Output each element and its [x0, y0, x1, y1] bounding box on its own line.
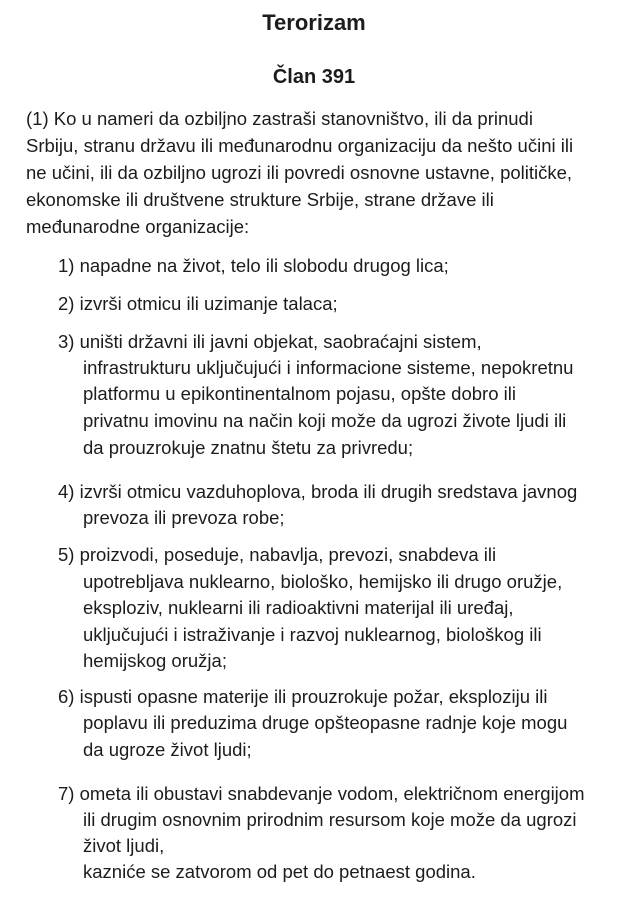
paragraph-line: Srbiju, stranu državu ili međunarodnu organizaciju da nešto učini ili: [26, 135, 574, 156]
list-item-line: 1) napadne na život, telo ili slobodu drugog lica;: [58, 255, 449, 276]
article-heading: Član 391: [272, 66, 356, 88]
list-item-line: infrastrukturu uključujući i informacione sisteme, nepokretnu: [83, 357, 574, 378]
list-item-line: prevoza ili prevoza robe;: [83, 507, 285, 528]
paragraph-line: ekonomske ili društvene strukture Srbije, strane države ili: [26, 189, 494, 210]
paragraph-line: međunarodne organizacije:: [26, 216, 250, 237]
list-item-line: 5) proizvodi, poseduje, nabavlja, prevozi, snabdeva ili: [58, 544, 497, 565]
paragraph-line: (1) Ko u nameri da ozbiljno zastraši stanovništvo, ili da prinudi: [26, 108, 533, 129]
list-item-line: eksploziv, nuklearni ili radioaktivni materijal ili uređaj,: [83, 597, 514, 618]
paragraph-line: ne učini, ili da ozbiljno ugrozi ili povredi osnovne ustavne, političke,: [26, 162, 573, 183]
list-item-line: uključujući i istraživanje i razvoj nuklearnog, biološkog ili: [83, 624, 542, 645]
list-item-line: 3) uništi državni ili javni objekat, saobraćajni sistem,: [58, 331, 482, 352]
list-item-line: život ljudi,: [83, 835, 165, 856]
list-item-line: upotrebljava nuklearno, biološko, hemijsko ili drugo oružje,: [83, 571, 563, 592]
penalty-clause: kazniće se zatvorom od pet do petnaest godina.: [83, 861, 476, 882]
list-item-line: hemijskog oružja;: [83, 650, 227, 671]
list-item-line: ili drugim osnovnim prirodnim resursom koje može da ugrozi: [83, 809, 577, 830]
list-item-line: platformu u epikontinentalnom pojasu, opšte dobro ili: [83, 383, 516, 404]
list-item-line: da prouzrokuje znatnu štetu za privredu;: [83, 437, 414, 458]
list-item-line: 4) izvrši otmicu vazduhoplova, broda ili drugih sredstava javnog: [58, 481, 578, 502]
page-title: Terorizam: [262, 10, 366, 35]
list-item-line: 2) izvrši otmicu ili uzimanje talaca;: [58, 293, 338, 314]
list-item-line: poplavu ili preduzima druge opšteopasne radnje koje mogu: [83, 712, 568, 733]
list-item-line: 7) ometa ili obustavi snabdevanje vodom, električnom energijom: [58, 783, 585, 804]
list-item-line: da ugroze život ljudi;: [83, 739, 252, 760]
list-item-line: privatnu imovinu na način koji može da ugrozi živote ljudi ili: [83, 410, 567, 431]
list-item-line: 6) ispusti opasne materije ili prouzrokuje požar, eksploziju ili: [58, 686, 548, 707]
